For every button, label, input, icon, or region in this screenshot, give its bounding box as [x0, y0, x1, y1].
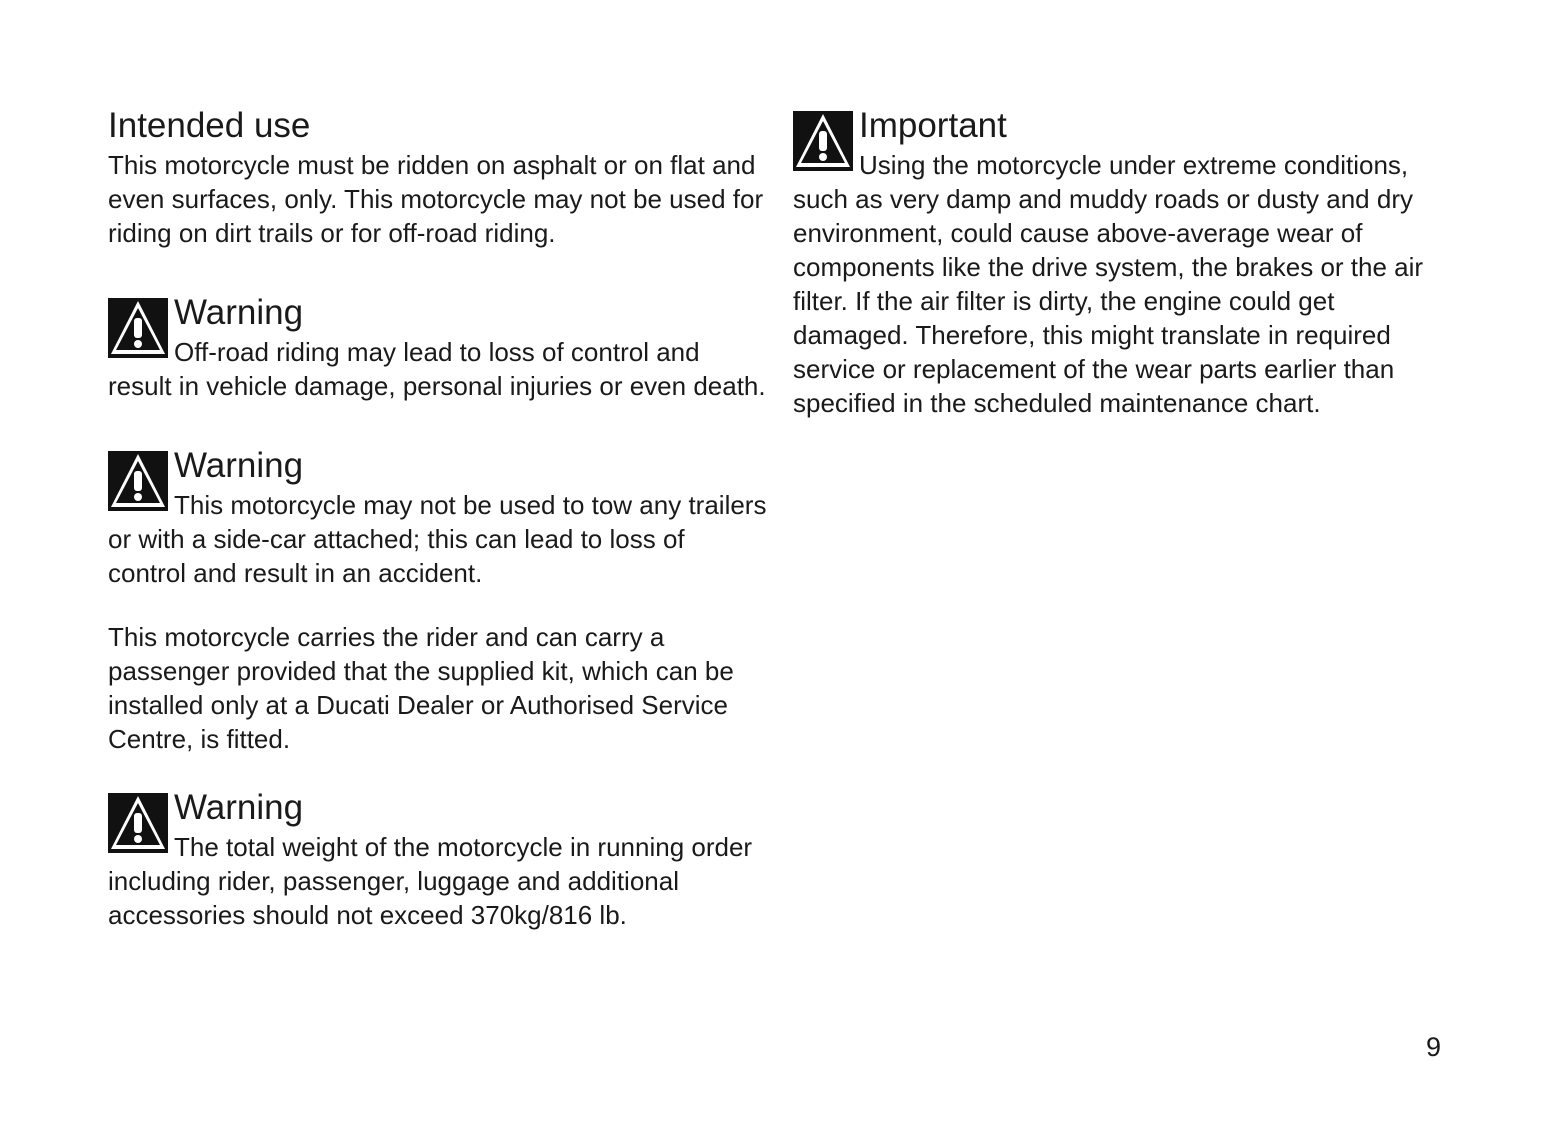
warning-triangle-icon: [793, 111, 853, 171]
warning-towing-title: Warning: [174, 446, 304, 485]
warning-weight-title: Warning: [174, 788, 304, 827]
right-column: [793, 104, 1443, 420]
warning-triangle-icon: [108, 793, 168, 853]
left-column: [108, 104, 768, 932]
warning-offroad: [108, 291, 768, 403]
intended-use-section: [108, 104, 768, 250]
warning-towing-body: This motorcycle may not be used to tow any trailers or with a side-car attached; this can lead to loss of control and result in an accident.: [108, 490, 767, 588]
warning-offroad-body: Off-road riding may lead to loss of control and result in vehicle damage, personal injuries or even death.: [108, 337, 766, 401]
warning-weight: [108, 786, 768, 932]
intended-use-body: This motorcycle must be ridden on asphalt or on flat and even surfaces, only. This motorcycle may not be used for riding on dirt trails or for off-road riding.: [108, 150, 764, 248]
page-number: 9: [1425, 1032, 1441, 1062]
warning-triangle-icon: [108, 451, 168, 511]
warning-offroad-title: Warning: [174, 293, 304, 332]
important-notice: [793, 104, 1443, 420]
important-body: Using the motorcycle under extreme conditions, such as very damp and muddy roads or dusty and dry environment, could cause above-average wear of components like the drive system, the brakes or the air filter. If the air filter is dirty, the engine could get damaged. Therefore, this might translate in required service or replacement of the wear parts earlier than specified in the scheduled maintenance chart.: [793, 150, 1424, 418]
passenger-paragraph: This motorcycle carries the rider and can carry a passenger provided that the supplied kit, which can be installed only at a Ducati Dealer or Authorised Service Centre, is fitted.: [108, 622, 734, 754]
warning-triangle-icon: [108, 298, 168, 358]
warning-towing: [108, 444, 768, 590]
important-title: Important: [859, 106, 1007, 145]
warning-weight-body: The total weight of the motorcycle in running order including rider, passenger, luggage and additional accessories should not exceed 370kg/816 lb.: [108, 832, 753, 930]
intended-use-title: Intended use: [108, 106, 311, 145]
